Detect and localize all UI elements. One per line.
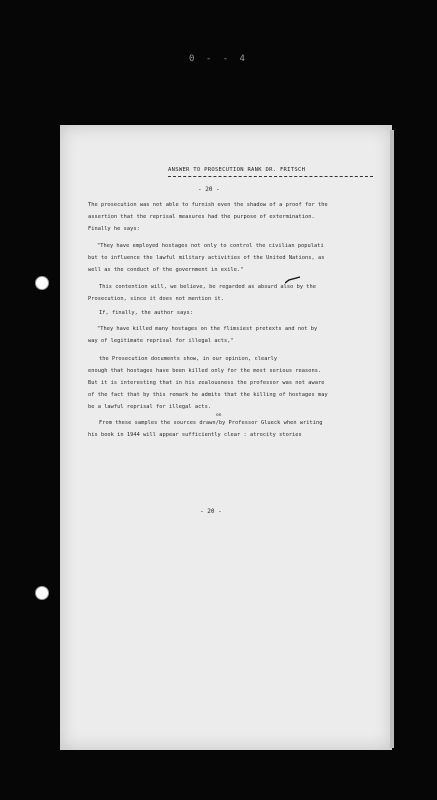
text-line: But it is interesting that in his zealousness the professor was not aware [88, 380, 325, 386]
text-line: assertion that the reprisal measures had the purpose of extermination. [88, 214, 315, 220]
text-line: of the fact that by this remark he admits that the killing of hostages may [88, 392, 328, 398]
text-line: be a lawful reprisal for illegal acts. [88, 404, 212, 410]
text-line: Finally he says: [88, 226, 140, 232]
page-number-bottom: - 20 - [200, 508, 222, 515]
text-line: From these samples the sources drawn/by Professor Glueck when writing [99, 420, 323, 426]
page-edge [390, 130, 394, 748]
text-line: well as the conduct of the government in exile." [88, 267, 244, 273]
punch-hole-icon [35, 276, 49, 290]
heading-underline [168, 176, 373, 177]
document-heading: ANSWER TO PROSECUTION RANK DR. FRITSCH [168, 167, 306, 173]
text-line: The prosecution was not able to furnish even the shadow of a proof for the [88, 202, 328, 208]
text-line: the Prosecution documents show, in our opinion, clearly [99, 356, 278, 362]
text-line: enough that hostages have been killed only for the most serious reasons. [88, 368, 322, 374]
film-frame-label: 0 - - 4 [189, 54, 248, 64]
text-line: If, finally, the author says: [99, 310, 193, 316]
text-line: his book in 1944 will appear sufficiently clear : atrocity stories [88, 432, 302, 438]
handwritten-check-icon [285, 276, 301, 284]
text-line: Prosecution, since it does not mention it. [88, 296, 225, 302]
text-line: "They have killed many hostages on the flimsiest pretexts and not by [97, 326, 318, 332]
text-line: but to influence the lawful military activities of the United Nations, as [88, 255, 325, 261]
text-line: way of legitimate reprisal for illegal acts," [88, 338, 234, 344]
text-line: "They have employed hostages not only to control the civilian populati [97, 243, 324, 249]
text-line: This contention will, we believe, be regarded as absurd also by the [99, 284, 317, 290]
page-number-top: - 20 - [198, 186, 220, 193]
punch-hole-icon [35, 586, 49, 600]
interlinear-insert: on [216, 413, 222, 418]
